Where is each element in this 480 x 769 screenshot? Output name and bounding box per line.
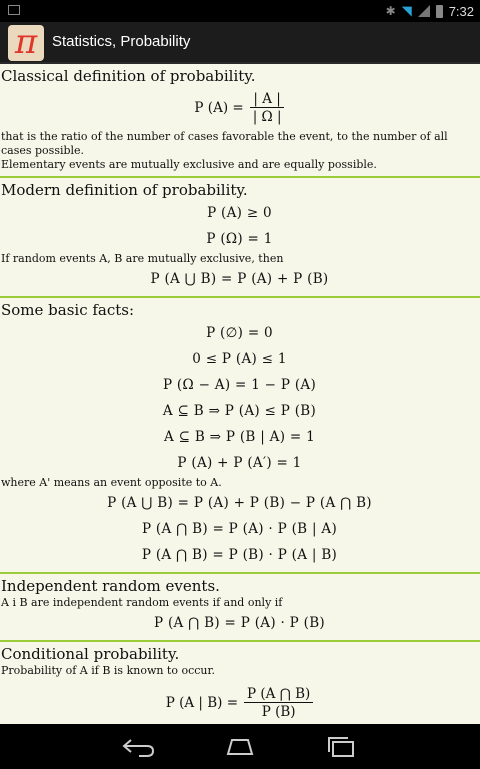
section-heading: Some basic facts: (1, 301, 135, 319)
content-scroll[interactable] (0, 64, 480, 724)
action-bar (0, 22, 480, 64)
formula (1, 678, 478, 728)
fraction (250, 91, 285, 126)
section-basic-facts (0, 298, 480, 574)
formula: P (A ⋂ B) = P (B) · P (A | B) (141, 547, 338, 563)
formula: P (A ⋂ B) = P (A) · P (B | A) (141, 521, 338, 537)
formula: P (A) ≥ 0 (207, 205, 272, 221)
section-heading: Modern definition of probability. (1, 181, 248, 199)
section-classical (0, 64, 480, 178)
fraction-numerator: | A | (250, 91, 283, 108)
image-notification-icon (8, 5, 20, 15)
formula: P (A) + P (A′) = 1 (177, 455, 302, 471)
formula: P (∅) = 0 (206, 325, 273, 341)
formula: P (Ω − A) = 1 − P (A) (162, 377, 317, 393)
formula: P (A ⋂ B) = P (A) · P (B) (154, 615, 325, 631)
wifi-icon: ◥ (401, 3, 412, 18)
fraction-denominator: P (B) (261, 703, 296, 720)
formula (1, 86, 478, 130)
section-text: where A' means an event opposite to A. (1, 476, 222, 489)
formula: A ⊆ B ⇒ P (B | A) = 1 (164, 429, 315, 445)
formula: P (A ⋃ B) = P (A) + P (B) (150, 271, 329, 287)
section-heading: Conditional probability. (1, 645, 180, 663)
home-icon[interactable] (220, 732, 260, 760)
formula: P (Ω) = 1 (206, 231, 273, 247)
fraction-denominator: | Ω | (252, 108, 282, 125)
back-icon[interactable] (119, 732, 159, 760)
recent-apps-icon[interactable] (322, 732, 362, 760)
app-title: Statistics, Probability (52, 33, 191, 50)
formula-lhs: P (A) = (194, 100, 244, 116)
section-text: Probability of A if B is known to occur. (1, 664, 216, 677)
section-heading: Independent random events. (1, 577, 220, 595)
app-logo-icon[interactable]: π (8, 25, 44, 61)
section-text: A i B are independent random events if and only if (1, 596, 283, 609)
section-text: If random events A, B are mutually exclusive, then (1, 252, 284, 265)
formula: P (A ⋃ B) = P (A) + P (B) − P (A ⋂ B) (107, 495, 372, 511)
section-modern (0, 178, 480, 298)
fraction (244, 686, 313, 721)
formula-lhs: P (A | B) = (165, 695, 239, 711)
signal-icon (418, 5, 430, 17)
section-text: Elementary events are mutually exclusive and are equally possible. (1, 158, 377, 171)
bluetooth-icon: ✱ (385, 4, 396, 18)
clock: 7:32 (448, 3, 474, 19)
formula: 0 ≤ P (A) ≤ 1 (192, 351, 287, 367)
section-text: that is the ratio of the number of cases favorable the event, to the number of all cases possible. (1, 130, 448, 157)
formula: A ⊆ B ⇒ P (A) ≤ P (B) (162, 403, 317, 419)
section-heading: Classical definition of probability. (1, 67, 256, 85)
battery-icon (436, 5, 443, 18)
fraction-numerator: P (A ⋂ B) (244, 686, 313, 703)
navigation-bar (0, 724, 480, 769)
status-bar (0, 0, 480, 22)
section-independent (0, 574, 480, 642)
